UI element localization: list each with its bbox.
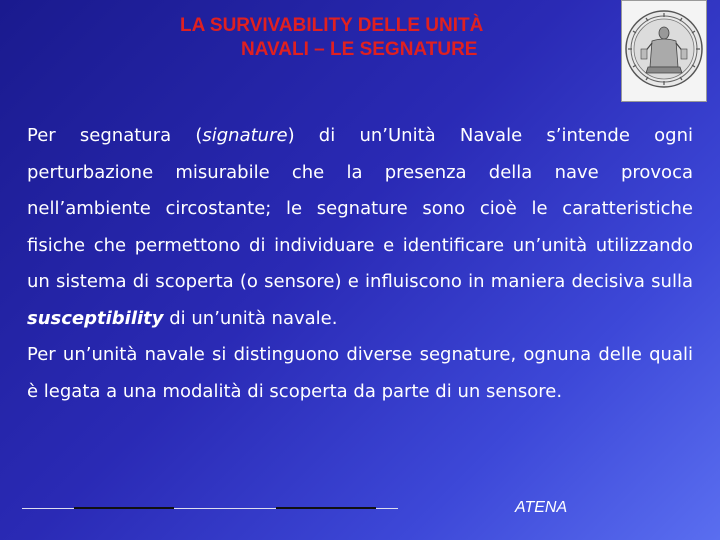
atena-logo: ATENA xyxy=(515,499,568,516)
body-text xyxy=(27,118,693,410)
slide-title xyxy=(150,14,610,62)
paragraph-signature-types: Per un’unità navale si distinguono diverse segnature, ognuna delle quali è legata a una modalità di scoperta da parte di un sensore. xyxy=(27,344,693,402)
term-signature: signature xyxy=(202,125,288,146)
paragraph-1-suffix: di un’unità navale. xyxy=(163,307,338,329)
footer-divider xyxy=(22,508,398,509)
paragraph-signature-definition xyxy=(27,118,693,337)
title-line-2: NAVALI – LE SEGNATURE xyxy=(241,39,478,60)
paragraph-1-prefix: Per segnatura ( xyxy=(27,125,203,146)
university-seal-icon xyxy=(621,0,707,102)
term-susceptibility: susceptibility xyxy=(27,307,164,329)
title-line-1: LA SURVIVABILITY DELLE UNITÀ xyxy=(180,15,484,36)
paragraph-1-middle: ) di un’Unità Navale s’intende ogni perturbazione misurabile che la presenza della nave provoca nell’ambiente circostante; le segnature sono cioè le caratteristiche fisiche che permettono di individuare e identificare un’unità utilizzando un sistema di scoperta (o sensore) e influiscono in maniera decisiva sulla xyxy=(27,125,693,292)
footer-divider-segment xyxy=(74,507,174,509)
footer-divider-segment xyxy=(276,507,376,509)
